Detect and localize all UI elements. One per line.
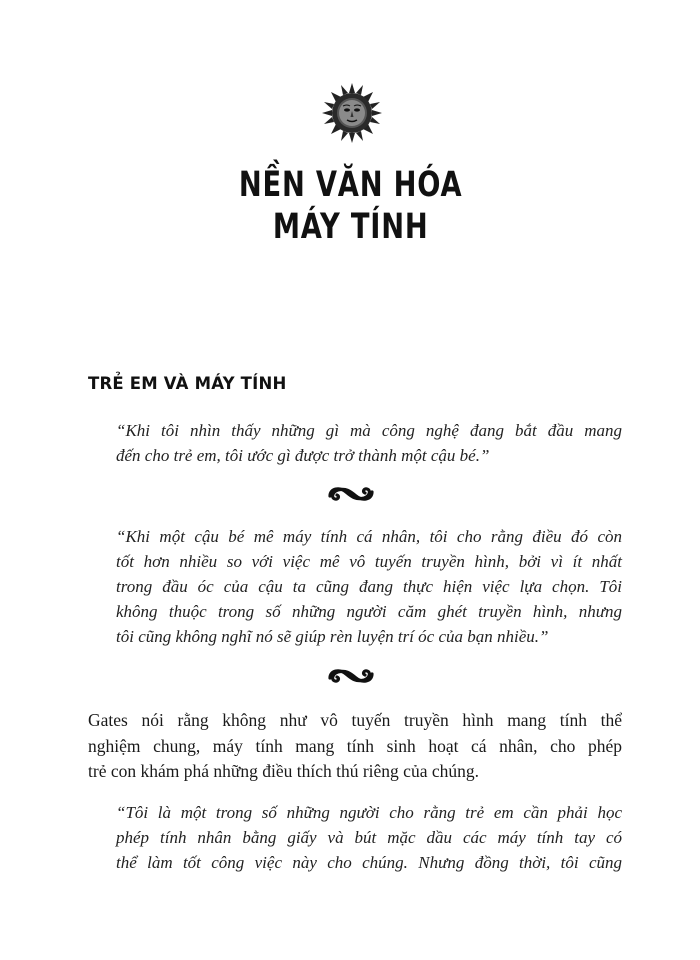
chapter-title-line2: MÁY TÍNH [272, 207, 429, 247]
quote-line: phép tính nhân bằng giấy và bút mặc dầu các máy tính tay có [116, 828, 622, 847]
quote-line: đến cho trẻ em, tôi ước gì được trở thành một cậu bé.” [116, 446, 490, 465]
section-heading: TRẺ EM VÀ MÁY TÍNH [88, 374, 287, 393]
sun-face-icon [321, 82, 383, 144]
chapter-title-line1: NỀN VĂN HÓA [238, 165, 463, 205]
quote-line: tốt hơn nhiều so với việc mê vô tuyến truyền hình, bởi vì ít nhất [116, 552, 622, 571]
quote-line: “Khi một cậu bé mê máy tính cá nhân, tôi cho rằng điều đó còn [116, 527, 622, 546]
paragraph-line: Gates nói rằng không như vô tuyến truyền hình mang tính thể [88, 710, 622, 730]
swash-ornament-icon [324, 666, 378, 686]
paragraph-line: nghiệm chung, máy tính mang tính sinh hoạt cá nhân, cho phép [88, 735, 622, 756]
quote-line: “Khi tôi nhìn thấy những gì mà công nghệ đang bắt đầu mang [116, 421, 622, 440]
quote-block-1 [116, 418, 622, 468]
swash-ornament-icon [324, 484, 378, 504]
quote-block-3 [116, 800, 622, 875]
quote-line: không thuộc trong số những người căm ghét truyền hình, nhưng [116, 602, 622, 621]
chapter-title [78, 164, 624, 248]
body-paragraph [88, 708, 622, 785]
quote-line: tôi cũng không nghĩ nó sẽ giúp rèn luyện trí óc của bạn nhiều.” [116, 627, 549, 646]
quote-block-2 [116, 524, 622, 649]
paragraph-line: trẻ con khám phá những điều thích thú riêng của chúng. [88, 761, 479, 781]
quote-line: trong đầu óc của cậu ta cũng đang thực hiện việc lựa chọn. Tôi [116, 577, 622, 596]
quote-line: thể làm tốt công việc này cho chúng. Nhưng đồng thời, tôi cũng [116, 853, 622, 872]
quote-line: “Tôi là một trong số những người cho rằng trẻ em cần phải học [116, 803, 622, 822]
